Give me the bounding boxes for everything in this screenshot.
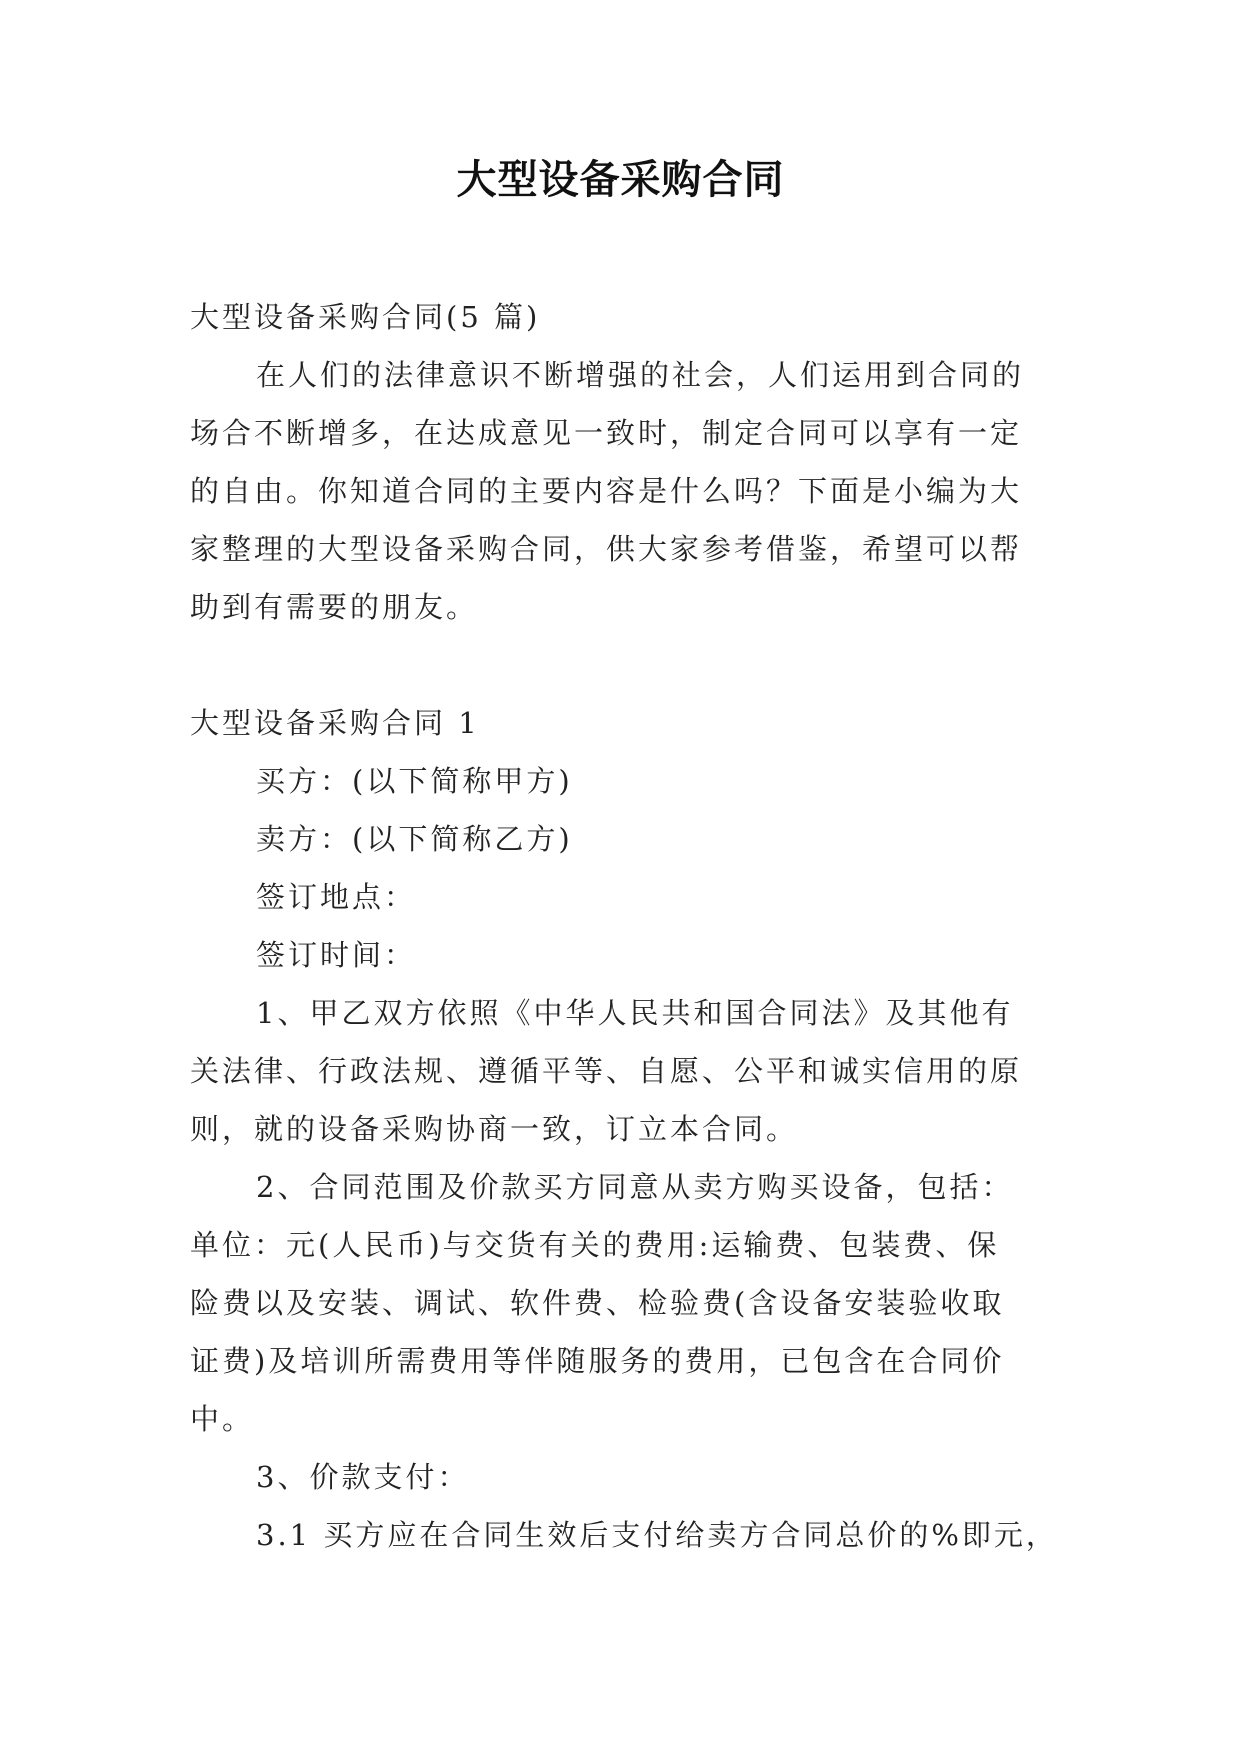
clause-2-line: 证费)及培训所需费用等伴随服务的费用，已包含在合同价: [190, 1344, 1005, 1378]
seller-line: 卖方：(以下简称乙方): [256, 822, 573, 856]
document-title: 大型设备采购合同: [456, 157, 785, 203]
section-heading: 大型设备采购合同 1: [190, 706, 480, 740]
intro-line: 助到有需要的朋友。: [190, 590, 479, 624]
clause-1-line: 1、甲乙双方依照《中华人民共和国合同法》及其他有: [256, 996, 1014, 1030]
clause-1-line: 则，就的设备采购协商一致，订立本合同。: [190, 1112, 799, 1146]
sign-time-line: 签订时间：: [256, 938, 417, 972]
buyer-line: 买方：(以下简称甲方): [256, 764, 573, 798]
document-body: [190, 288, 1060, 1564]
clause-2-line: 单位：元(人民币)与交货有关的费用:运输费、包装费、保: [190, 1228, 1000, 1262]
paragraph-gap: [190, 636, 1060, 694]
intro-line: 的自由。你知道合同的主要内容是什么吗？下面是小编为大: [190, 474, 1023, 508]
document-subtitle: 大型设备采购合同(5 篇): [190, 300, 541, 334]
clause-3-1-line: 3.1 买方应在合同生效后支付给卖方合同总价的%即元，: [256, 1518, 1058, 1552]
intro-line: 场合不断增多，在达成意见一致时，制定合同可以享有一定: [190, 416, 1023, 450]
intro-line: 家整理的大型设备采购合同，供大家参考借鉴，希望可以帮: [190, 532, 1023, 566]
clause-3-heading: 3、价款支付：: [256, 1460, 470, 1494]
intro-line: 在人们的法律意识不断增强的社会，人们运用到合同的: [256, 358, 1025, 392]
clause-1-line: 关法律、行政法规、遵循平等、自愿、公平和诚实信用的原: [190, 1054, 1023, 1088]
sign-place-line: 签订地点：: [256, 880, 417, 914]
clause-2-line: 中。: [190, 1402, 255, 1436]
clause-2-line: 险费以及安装、调试、软件费、检验费(含设备安装验收取: [190, 1286, 1005, 1320]
clause-2-line: 2、合同范围及价款买方同意从卖方购买设备，包括：: [256, 1170, 1014, 1204]
